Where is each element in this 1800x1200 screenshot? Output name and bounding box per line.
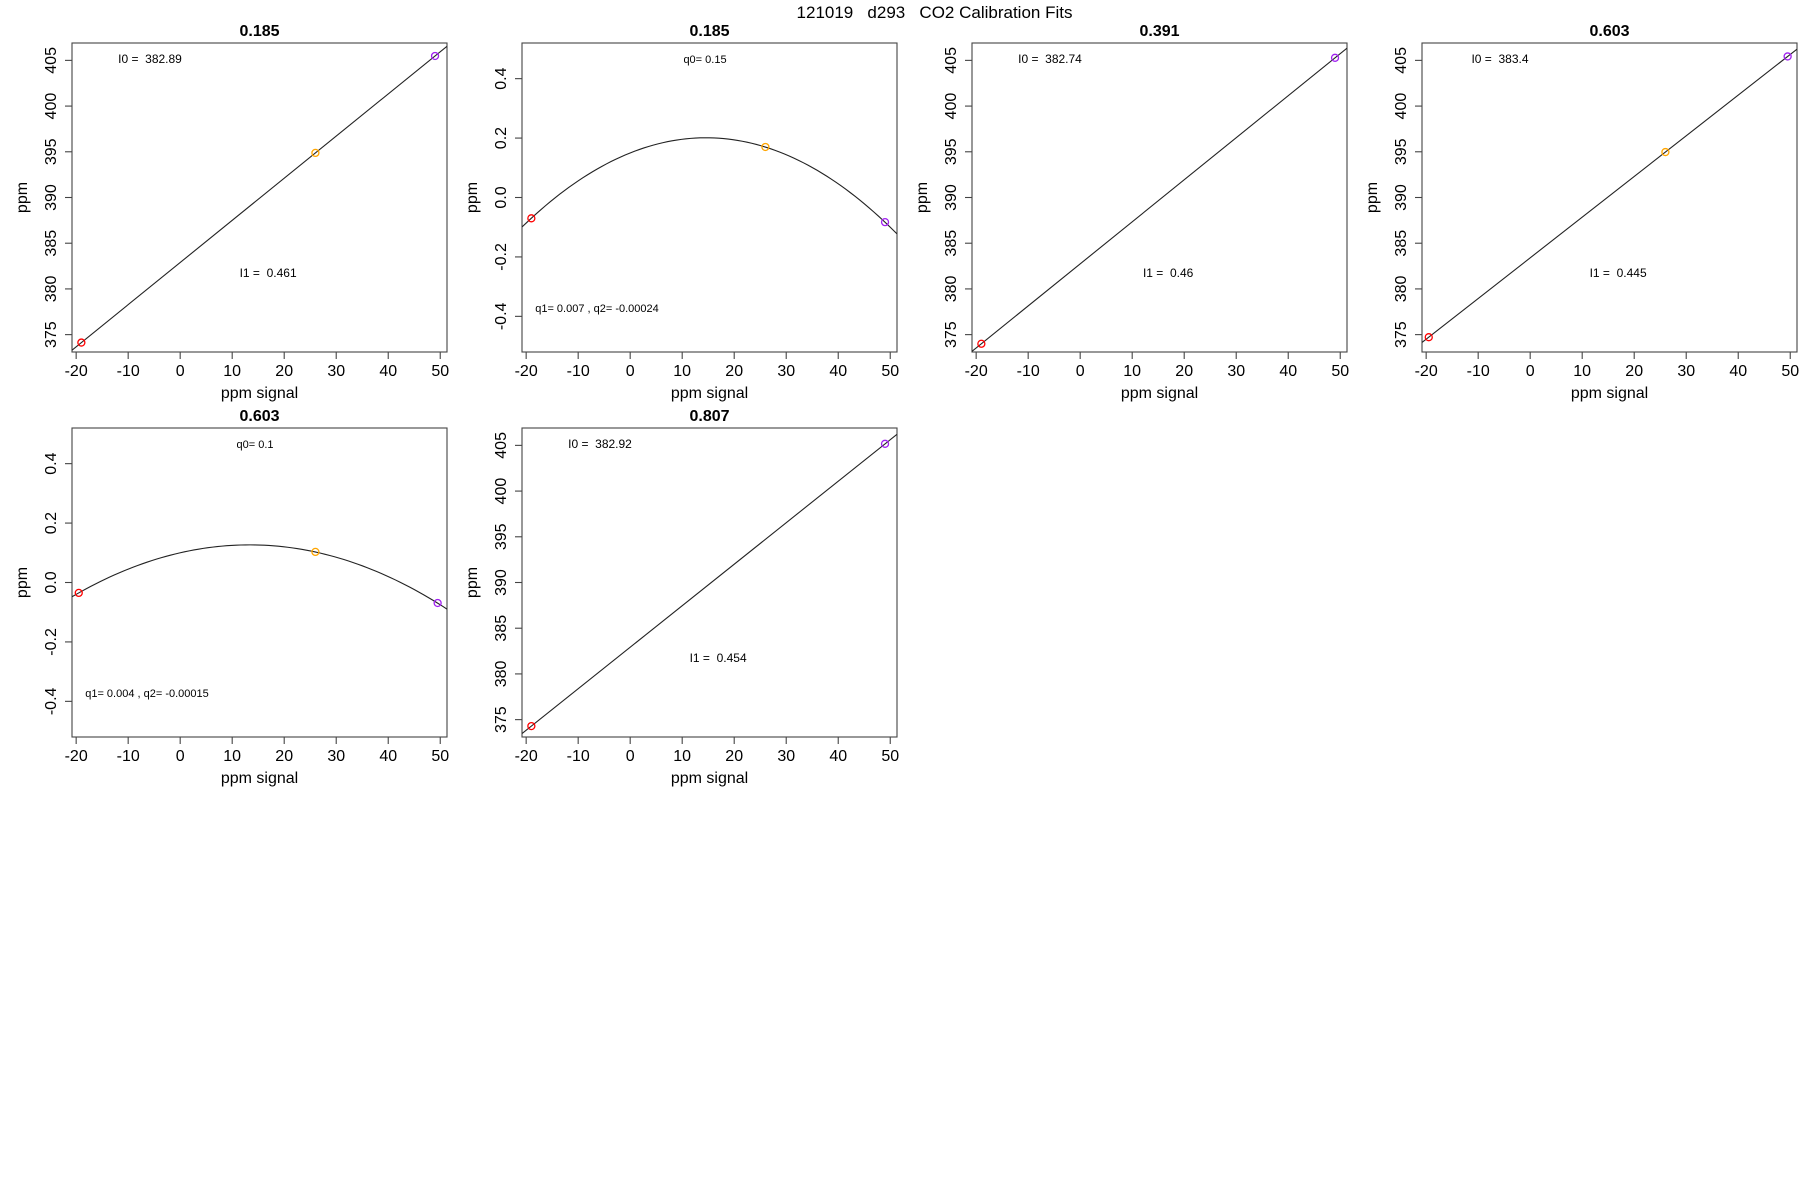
y-tick-label: 375 [943,321,960,348]
panel-title: 0.185 [689,23,730,40]
x-tick-label: 40 [379,748,398,765]
x-tick-label: 0 [1075,363,1085,380]
x-tick-label: 50 [881,748,900,765]
panel-title: 0.185 [239,23,280,40]
y-tick-label: 0.0 [43,571,60,594]
x-tick-label: 0 [175,748,185,765]
fit-curve [72,46,447,350]
x-tick-label: -10 [1466,363,1490,380]
y-tick-label: 380 [943,275,960,303]
x-tick-label: 0 [625,748,635,765]
y-tick-label: 0.0 [493,186,510,209]
fit-annotation: I0 = 382.89 [118,52,182,67]
y-tick-label: 405 [493,432,510,459]
y-tick-label: -0.4 [43,687,60,716]
y-tick-label: 390 [1393,184,1410,211]
y-tick-label: 395 [493,523,510,551]
x-tick-label: 30 [1677,363,1696,380]
x-tick-label: 50 [1331,363,1350,380]
y-axis-label: ppm [464,566,481,599]
x-tick-label: 0 [175,363,185,380]
x-tick-label: 40 [379,363,398,380]
y-tick-label: 400 [493,477,510,505]
panel-title: 0.807 [689,408,730,425]
fit-annotation: I1 = 0.445 [1589,265,1647,280]
x-tick-label: 50 [431,748,450,765]
fit-annotation: I1 = 0.454 [689,650,747,665]
fit-curve [972,48,1347,351]
y-tick-label: 400 [43,92,60,120]
x-axis-label: ppm signal [1570,385,1649,402]
x-tick-label: -10 [1016,363,1040,380]
y-tick-label: 0.4 [493,67,510,90]
x-tick-label: 20 [1625,363,1644,380]
x-tick-label: 20 [275,363,294,380]
y-tick-label: 385 [493,614,510,642]
x-tick-label: 20 [275,748,294,765]
y-tick-label: 390 [43,184,60,211]
y-tick-label: 395 [43,138,60,166]
x-axis-label: ppm signal [670,385,749,402]
y-tick-label: 385 [943,229,960,257]
x-tick-label: 10 [1123,363,1142,380]
calibration-panels-grid [0,20,1800,1180]
fit-curve [522,434,897,733]
x-tick-label: -20 [64,748,88,765]
x-tick-label: 20 [725,748,744,765]
fit-annotation: q1= 0.007 , q2= -0.00024 [535,302,659,315]
x-tick-label: -20 [64,363,88,380]
panel-title: 0.603 [1589,23,1630,40]
x-axis-label: ppm signal [220,770,299,787]
calibration-panel-4 [1350,20,1800,405]
x-tick-label: 10 [673,363,692,380]
y-tick-label: 0.2 [493,126,510,150]
y-tick-label: 0.2 [43,511,60,535]
y-axis-label: ppm [464,181,481,214]
fit-curve [1422,49,1797,342]
y-axis-label: ppm [914,181,931,214]
calibration-panel-5 [0,405,450,790]
y-tick-label: -0.2 [43,628,60,656]
x-tick-label: 20 [1175,363,1194,380]
x-tick-label: 40 [1729,363,1748,380]
fit-curve [522,138,897,234]
y-tick-label: 380 [493,660,510,688]
panel-title: 0.603 [239,408,280,425]
x-axis-label: ppm signal [670,770,749,787]
y-tick-label: 385 [1393,229,1410,257]
x-tick-label: 30 [327,363,346,380]
y-tick-label: 395 [943,138,960,166]
fit-annotation: I1 = 0.46 [1142,265,1194,280]
y-axis-label: ppm [14,181,31,214]
y-tick-label: 390 [493,569,510,596]
x-tick-label: 30 [777,363,796,380]
x-tick-label: 0 [1525,363,1535,380]
y-tick-label: 385 [43,229,60,257]
y-tick-label: -0.2 [493,243,510,271]
x-tick-label: -10 [566,363,590,380]
y-tick-label: 375 [1393,321,1410,348]
x-tick-label: 10 [223,748,242,765]
fit-annotation: I1 = 0.461 [239,265,297,280]
figure-title: 121019 d293 CO2 Calibration Fits [796,3,1073,22]
y-tick-label: 390 [943,184,960,211]
y-tick-label: 405 [943,47,960,74]
y-tick-label: 400 [943,92,960,120]
x-tick-label: 30 [1227,363,1246,380]
x-tick-label: -10 [566,748,590,765]
fit-annotation: q1= 0.004 , q2= -0.00015 [85,687,209,700]
x-tick-label: -20 [514,748,538,765]
y-axis-label: ppm [1364,181,1381,214]
calibration-panel-1 [0,20,450,405]
fit-annotation: I0 = 382.74 [1018,52,1082,67]
plot-box [522,428,897,737]
x-tick-label: 0 [625,363,635,380]
x-tick-label: 40 [829,363,848,380]
panel-title: 0.391 [1139,23,1180,40]
y-tick-label: 380 [43,275,60,303]
x-tick-label: -10 [116,748,140,765]
x-tick-label: 50 [431,363,450,380]
plot-box [72,43,447,352]
x-tick-label: -20 [964,363,988,380]
y-tick-label: 375 [493,706,510,733]
fit-annotation: I0 = 382.92 [568,437,632,452]
x-tick-label: 50 [881,363,900,380]
y-tick-label: 0.4 [43,452,60,475]
calibration-panel-6 [450,405,900,790]
x-tick-label: 20 [725,363,744,380]
fit-annotation: I0 = 383.4 [1471,52,1529,67]
x-axis-label: ppm signal [220,385,299,402]
y-tick-label: 380 [1393,275,1410,303]
x-tick-label: 40 [829,748,848,765]
x-tick-label: -20 [514,363,538,380]
x-tick-label: 10 [1573,363,1592,380]
calibration-panel-3 [900,20,1350,405]
y-tick-label: -0.4 [493,302,510,331]
x-tick-label: 50 [1781,363,1800,380]
x-tick-label: 30 [327,748,346,765]
fit-curve [72,545,447,609]
x-tick-label: 10 [223,363,242,380]
x-tick-label: 40 [1279,363,1298,380]
calibration-panel-2 [450,20,900,405]
x-tick-label: 30 [777,748,796,765]
y-tick-label: 375 [43,321,60,348]
x-tick-label: 10 [673,748,692,765]
fit-annotation: q0= 0.15 [683,54,727,67]
x-tick-label: -10 [116,363,140,380]
fit-annotation: q0= 0.1 [236,439,274,452]
y-axis-label: ppm [14,566,31,599]
y-tick-label: 400 [1393,92,1410,120]
y-tick-label: 405 [1393,47,1410,74]
plot-box [1422,43,1797,352]
x-tick-label: -20 [1414,363,1438,380]
x-axis-label: ppm signal [1120,385,1199,402]
y-tick-label: 405 [43,47,60,74]
y-tick-label: 395 [1393,138,1410,166]
